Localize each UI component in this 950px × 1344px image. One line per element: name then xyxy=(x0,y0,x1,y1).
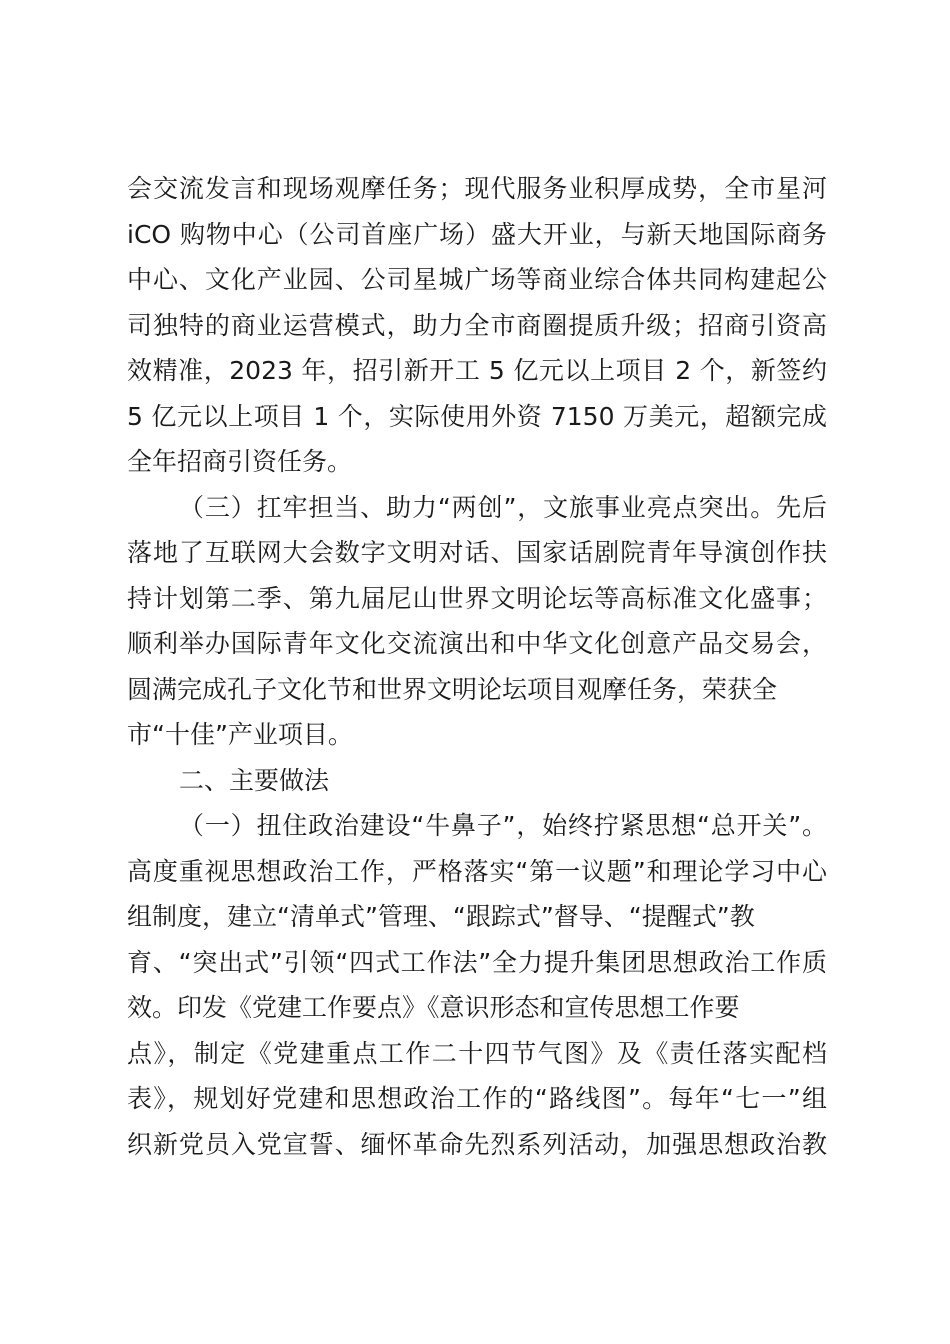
text-line: 会交流发言和现场观摩任务；现代服务业积厚成势，全市星河 xyxy=(127,174,827,203)
text-line: 全年招商引资任务。 xyxy=(127,447,353,476)
text-line: 效精准，2023 年，招引新开工 5 亿元以上项目 2 个，新签约 xyxy=(127,356,827,385)
text-line: 二、主要做法 xyxy=(179,765,330,795)
text-line: 点》，制定《党建重点工作二十四节气图》及《责任落实配档 xyxy=(127,1038,827,1068)
text-line: （三）扛牢担当、助力“两创”，文旅事业亮点突出。先后 xyxy=(179,492,827,522)
body-text xyxy=(127,166,827,1167)
text-line: 市“十佳”产业项目。 xyxy=(127,720,353,749)
text-line: iCO 购物中心（公司首座广场）盛大开业，与新天地国际商务 xyxy=(127,219,827,249)
text-line: 组制度，建立“清单式”管理、“跟踪式”督导、“提醒式”教 xyxy=(127,902,755,931)
text-line: 落地了互联网大会数字文明对话、国家话剧院青年导演创作扶 xyxy=(127,538,827,567)
text-line: 持计划第二季、第九届尼山世界文明论坛等高标准文化盛事； xyxy=(127,583,827,613)
text-line: 5 亿元以上项目 1 个，实际使用外资 7150 万美元，超额完成 xyxy=(127,401,827,431)
text-line: 效。印发《党建工作要点》《意识形态和宣传思想工作要 xyxy=(127,993,740,1022)
text-line: 顺利举办国际青年文化交流演出和中华文化创意产品交易会， xyxy=(127,629,827,658)
text-line: 织新党员入党宣誓、缅怀革命先烈系列活动，加强思想政治教 xyxy=(127,1129,827,1159)
text-line: 司独特的商业运营模式，助力全市商圈提质升级；招商引资高 xyxy=(127,310,827,340)
text-line: 高度重视思想政治工作，严格落实“第一议题”和理论学习中心 xyxy=(127,856,827,886)
text-line: （一）扭住政治建设“牛鼻子”，始终拧紧思想“总开关”。 xyxy=(179,811,827,840)
text-line: 中心、文化产业园、公司星城广场等商业综合体共同构建起公 xyxy=(127,265,827,294)
text-line: 圆满完成孔子文化节和世界文明论坛项目观摩任务，荣获全 xyxy=(127,674,778,704)
text-line: 表》，规划好党建和思想政治工作的“路线图”。每年“七一”组 xyxy=(127,1084,827,1113)
text-line: 育、“突出式”引领“四式工作法”全力提升集团思想政治工作质 xyxy=(127,947,827,977)
